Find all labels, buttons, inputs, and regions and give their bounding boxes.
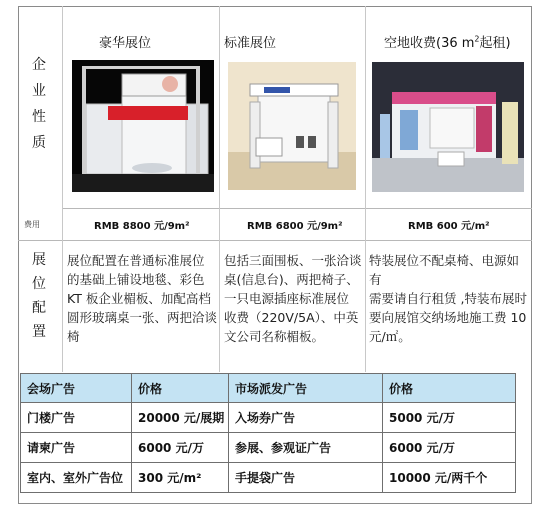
advertising-price-table xyxy=(20,373,516,493)
booth-table-divider xyxy=(219,6,220,372)
table-cell: 门楼广告 xyxy=(21,403,132,433)
row-label-char: 企 xyxy=(32,57,46,73)
raw-space-description: 特装展位不配桌椅、电源如有 需要请自行租赁 ,特装布展时 要向展馆交纳场地施工费 10 元/㎡。 xyxy=(369,253,527,344)
raw-space-booth-illustration xyxy=(372,62,524,192)
table-row xyxy=(21,463,516,493)
luxury-booth-photo xyxy=(72,60,214,192)
row-label-nature xyxy=(18,52,60,156)
row-label-char: 位 xyxy=(32,276,46,292)
table-cell: 入场券广告 xyxy=(229,403,383,433)
table-cell: 手提袋广告 xyxy=(229,463,383,493)
header-cell: 市场派发广告 xyxy=(229,374,383,403)
row-label-char: 配 xyxy=(32,300,46,316)
table-header-row xyxy=(21,374,516,403)
standard-booth-photo xyxy=(228,62,356,190)
booth-table-divider xyxy=(62,6,63,372)
header-cell: 价格 xyxy=(132,374,229,403)
table-cell: 室内、室外广告位 xyxy=(21,463,132,493)
luxury-booth-illustration xyxy=(72,60,214,192)
table-row xyxy=(21,403,516,433)
row-label-char: 质 xyxy=(32,135,46,151)
header-cell: 价格 xyxy=(383,374,516,403)
table-row xyxy=(21,433,516,463)
table-cell: 10000 元/两千个 xyxy=(383,463,516,493)
raw-space-price: RMB 600 元/m² xyxy=(408,221,490,232)
table-cell: 6000 元/万 xyxy=(132,433,229,463)
row-label-fee: 费用 xyxy=(24,220,40,229)
standard-price: RMB 6800 元/9m² xyxy=(247,221,343,232)
luxury-description: 展位配置在普通标准展位 的基础上铺设地毯、彩色 KT 板企业楣板、加配高档 圆形玻璃桌一张、两把洽谈 椅 xyxy=(67,253,218,344)
row-label-char: 置 xyxy=(32,324,46,340)
standard-description: 包括三面围板、一张洽谈 桌(信息台)、两把椅子、 一只电源插座标准展位 收费（220V/5A）、中英 文公司名称楣板。 xyxy=(224,253,362,344)
row-label-char: 业 xyxy=(32,83,46,99)
table-cell: 参展、参观证广告 xyxy=(229,433,383,463)
standard-booth-illustration xyxy=(228,62,356,190)
table-cell: 20000 元/展期 xyxy=(132,403,229,433)
column-heading-raw-space: 空地收费(36 $m^2$起租) xyxy=(384,34,511,51)
header-cell: 会场广告 xyxy=(21,374,132,403)
table-cell: 请柬广告 xyxy=(21,433,132,463)
booth-table-divider xyxy=(18,240,532,241)
booth-table-divider xyxy=(62,208,532,209)
raw-space-booth-photo xyxy=(372,62,524,192)
table-cell: 6000 元/万 xyxy=(383,433,516,463)
row-label-char: 展 xyxy=(32,252,46,268)
row-label-char: 性 xyxy=(32,109,46,125)
column-heading-luxury: 豪华展位 xyxy=(99,36,152,51)
row-label-config xyxy=(18,248,60,344)
luxury-price: RMB 8800 元/9m² xyxy=(94,221,190,232)
table-cell: 5000 元/万 xyxy=(383,403,516,433)
column-heading-standard: 标准展位 xyxy=(224,36,277,51)
table-cell: 300 元/m² xyxy=(132,463,229,493)
